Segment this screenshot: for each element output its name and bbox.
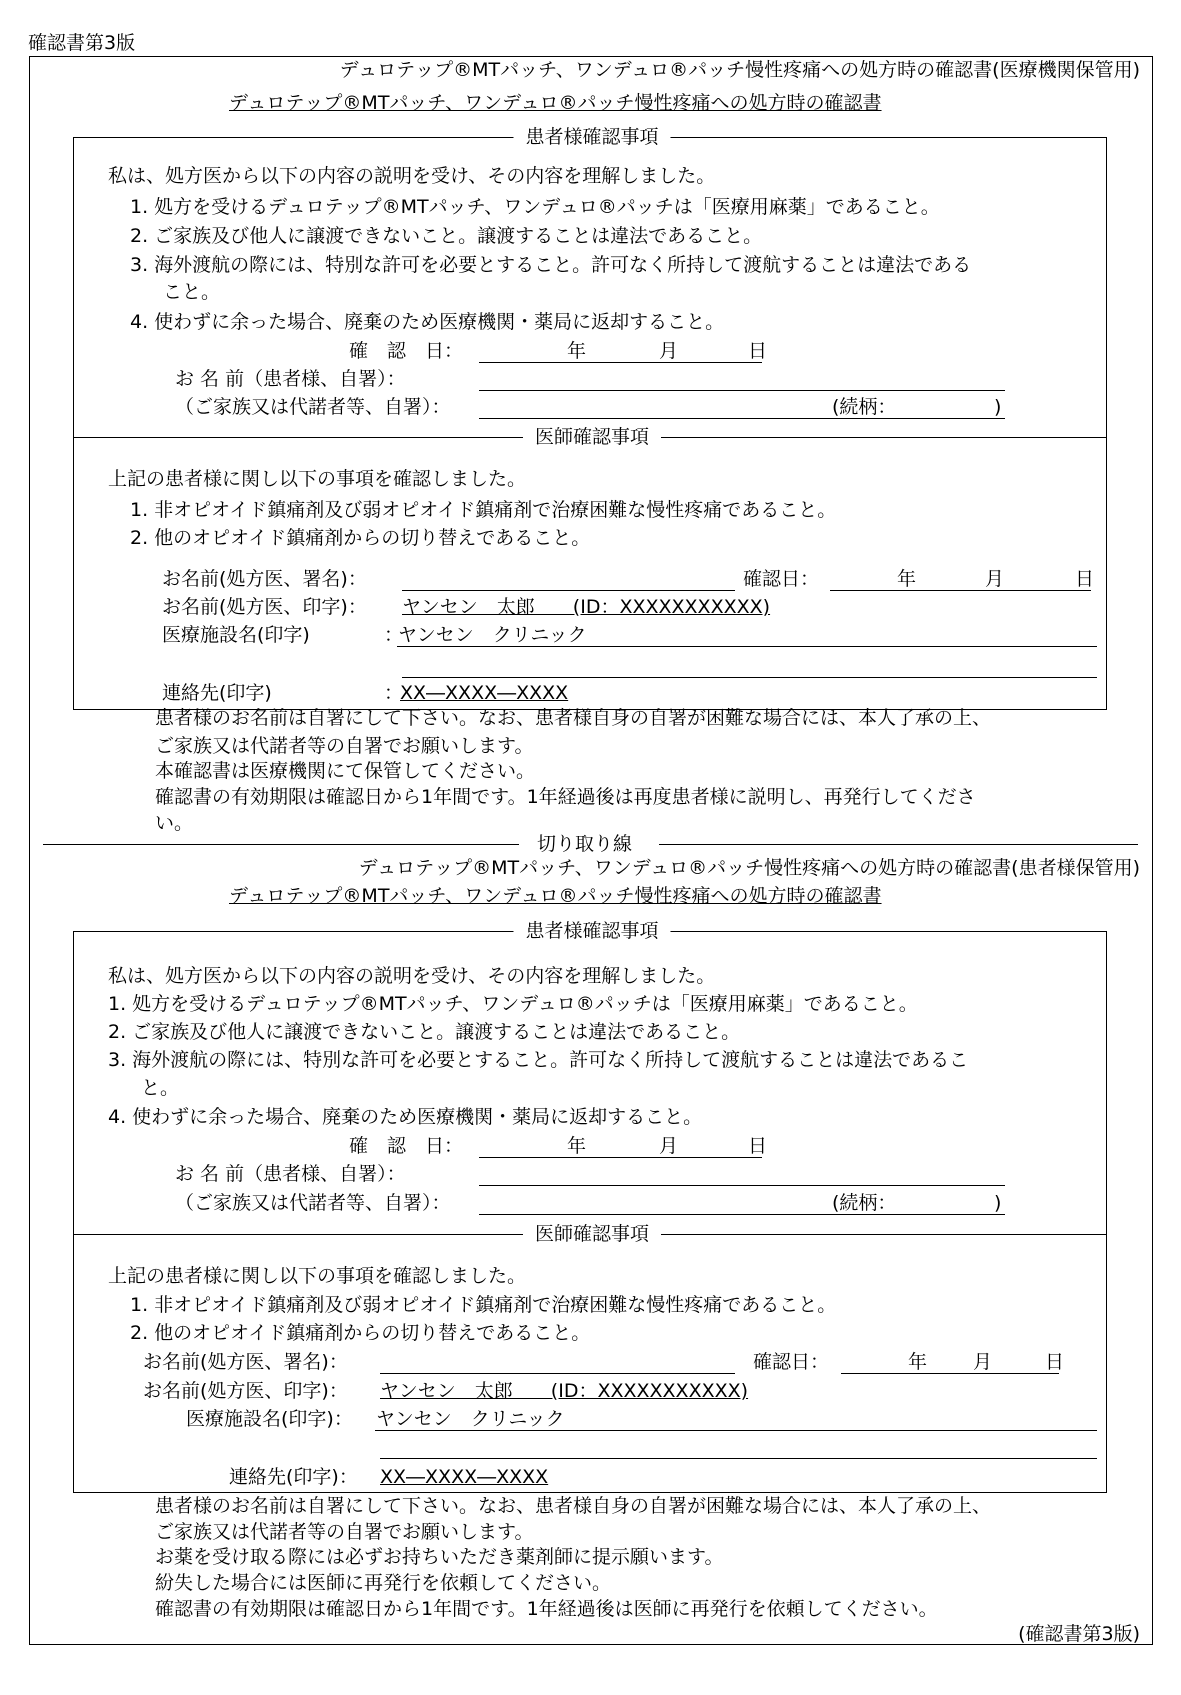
note: ご家族又は代諾者等の自署でお願いします。 [155,735,534,757]
doctor-item: 2. 他のオピオイド鎮痛剤からの切り替えであること。 [130,1322,591,1344]
patient-section-heading: 患者様確認事項 [513,126,670,148]
contact-label: 連絡先(印字)： [229,1466,358,1488]
doctor-sign-field[interactable] [380,1373,735,1374]
patient-name-field[interactable] [479,390,1005,391]
patient-intro: 私は、処方医から以下の内容の説明を受け、その内容を理解しました。 [108,165,716,187]
facility-value: ヤンセン クリニック [398,624,587,646]
patient-item: 1. 処方を受けるデュロテップ®MTパッチ、ワンデュロ®パッチは「医療用麻薬」であること。 [108,993,918,1015]
note: 確認書の有効期限は確認日から1年間です。1年経過後は再度患者様に説明し、再発行してくださ [155,786,976,808]
doctor-sign-label: お名前(処方医、署名)： [143,1351,348,1373]
patient-item-cont: と。 [141,1077,180,1099]
contact-value: XX―XXXX―XXXX [380,1466,549,1488]
doctor-print-label: お名前(処方医、印字)： [162,596,367,618]
relation-label: (続柄： [832,396,897,418]
patient-item: 3. 海外渡航の際には、特別な許可を必要とすること。許可なく所持して渡航することは違法であるこ [108,1049,969,1071]
patient-item-cont: こと。 [163,281,221,303]
note: ご家族又は代諾者等の自署でお願いします。 [155,1521,534,1543]
family-name-label: （ご家族又は代諾者等、自署）： [175,396,451,418]
footer-version: (確認書第3版) [1018,1623,1140,1645]
day-label: 日 [1045,1351,1065,1373]
patient-item: 3. 海外渡航の際には、特別な許可を必要とすること。許可なく所持して渡航することは違法である [130,254,972,276]
patient-name-label: お 名 前（患者様、自署）： [175,368,406,390]
month-label: 月 [973,1351,993,1373]
patient-date-label: 確 認 日： [349,1135,464,1157]
colon: ： [384,624,404,646]
year-label: 年 [567,340,587,362]
patient-item: 1. 処方を受けるデュロテップ®MTパッチ、ワンデュロ®パッチは「医療用麻薬」であること。 [130,196,940,218]
patient-date-field[interactable] [479,362,762,363]
relation-close: ) [994,396,1002,418]
facility-value: ヤンセン クリニック [376,1408,565,1430]
doctor-name-value: ヤンセン 太郎 (ID：XXXXXXXXXXX) [380,1380,749,1402]
doctor-sign-field[interactable] [402,590,735,591]
patient-item: 4. 使わずに余った場合、廃棄のため医療機関・薬局に返却すること。 [130,311,725,333]
cut-line-label: 切り取り線 [537,833,633,855]
facility-label: 医療施設名(印字)： [186,1408,353,1430]
facility-label: 医療施設名(印字) [162,624,310,646]
contact-label: 連絡先(印字) [162,682,272,704]
doctor-item: 1. 非オピオイド鎮痛剤及び弱オピオイド鎮痛剤で治療困難な慢性疼痛であること。 [130,499,837,521]
year-label: 年 [567,1135,587,1157]
facility-field-line2[interactable] [402,677,1097,678]
doctor-sign-label: お名前(処方医、署名)： [162,568,367,590]
patient-item: 2. ご家族及び他人に譲渡できないこと。譲渡することは違法であること。 [130,225,763,247]
patient-copy-title: デュロテップ®MTパッチ、ワンデュロ®パッチ慢性疼痛への処方時の確認書(患者様保管用) [358,857,1140,879]
patient-name-label: お 名 前（患者様、自署）： [175,1163,406,1185]
relation-close: ) [994,1192,1002,1214]
day-label: 日 [748,1135,768,1157]
clinic-copy-subtitle: デュロテップ®MTパッチ、ワンデュロ®パッチ慢性疼痛への処方時の確認書 [229,92,882,114]
doctor-date-field[interactable] [830,590,1091,591]
day-label: 日 [748,340,768,362]
clinic-copy-title: デュロテップ®MTパッチ、ワンデュロ®パッチ慢性疼痛への処方時の確認書(医療機関保管用) [339,59,1140,81]
doctor-date-label: 確認日： [753,1351,830,1373]
doctor-section-heading: 医師確認事項 [523,426,661,448]
patient-intro: 私は、処方医から以下の内容の説明を受け、その内容を理解しました。 [108,965,716,987]
doctor-section-heading: 医師確認事項 [523,1223,661,1245]
cut-line-right [659,844,1138,845]
doctor-intro: 上記の患者様に関し以下の事項を確認しました。 [108,468,527,490]
patient-item: 4. 使わずに余った場合、廃棄のため医療機関・薬局に返却すること。 [108,1106,703,1128]
version-label: 確認書第3版 [28,32,136,54]
doctor-intro: 上記の患者様に関し以下の事項を確認しました。 [108,1265,527,1287]
relation-label: (続柄： [832,1192,897,1214]
patient-section-heading: 患者様確認事項 [513,920,670,942]
year-label: 年 [897,568,917,590]
month-label: 月 [659,340,679,362]
patient-date-field[interactable] [479,1157,762,1158]
doctor-date-label: 確認日： [743,568,820,590]
facility-field-line2[interactable] [380,1458,1097,1459]
doctor-item: 2. 他のオピオイド鎮痛剤からの切り替えであること。 [130,527,591,549]
doctor-item: 1. 非オピオイド鎮痛剤及び弱オピオイド鎮痛剤で治療困難な慢性疼痛であること。 [130,1294,837,1316]
note: 紛失した場合には医師に再発行を依頼してください。 [155,1572,612,1594]
family-name-field[interactable] [479,418,1005,419]
note: 患者様のお名前は自署にして下さい。なお、患者様自身の自署が困難な場合には、本人了承の上、 [155,707,992,729]
note: お薬を受け取る際には必ずお持ちいただき薬剤師に提示願います。 [155,1546,724,1568]
note: 確認書の有効期限は確認日から1年間です。1年経過後は医師に再発行を依頼してください。 [155,1598,938,1620]
note: 本確認書は医療機関にて保管してください。 [155,760,536,782]
patient-item: 2. ご家族及び他人に譲渡できないこと。譲渡することは違法であること。 [108,1021,741,1043]
month-label: 月 [659,1135,679,1157]
doctor-print-label: お名前(処方医、印字)： [143,1380,348,1402]
patient-name-field[interactable] [479,1185,1005,1186]
colon: ： [384,682,404,704]
patient-copy-subtitle: デュロテップ®MTパッチ、ワンデュロ®パッチ慢性疼痛への処方時の確認書 [229,885,882,907]
note: 患者様のお名前は自署にして下さい。なお、患者様自身の自署が困難な場合には、本人了承の上、 [155,1495,992,1517]
doctor-date-field[interactable] [841,1373,1059,1374]
doctor-name-value: ヤンセン 太郎 (ID：XXXXXXXXXXX) [402,596,771,618]
note: い。 [155,812,194,834]
facility-field[interactable] [375,1430,1097,1431]
patient-date-label: 確 認 日： [349,340,464,362]
family-name-label: （ご家族又は代諾者等、自署）： [175,1192,451,1214]
month-label: 月 [985,568,1005,590]
year-label: 年 [908,1351,928,1373]
facility-field[interactable] [397,646,1097,647]
cut-line-left [43,844,519,845]
family-name-field[interactable] [479,1214,1005,1215]
day-label: 日 [1075,568,1095,590]
contact-value: XX―XXXX―XXXX [400,682,569,704]
